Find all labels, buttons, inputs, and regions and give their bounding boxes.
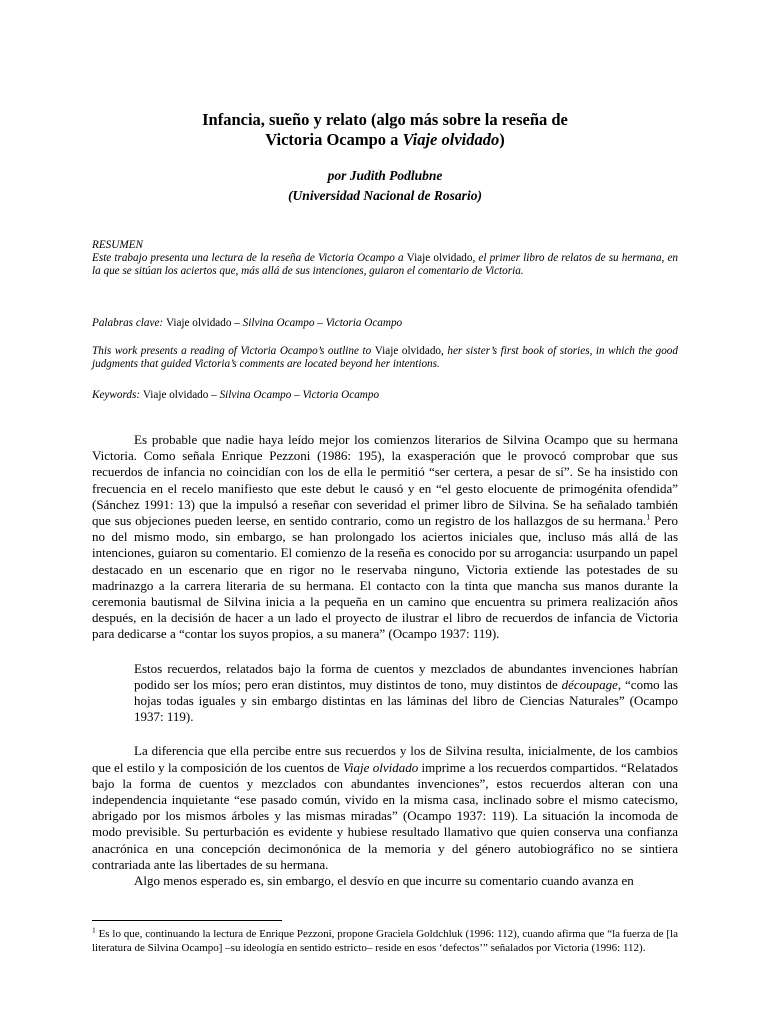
article-body bbox=[92, 432, 678, 889]
author-affiliation: (Universidad Nacional de Rosario) bbox=[288, 188, 482, 203]
paragraph-2-book: Viaje olvidado bbox=[342, 759, 419, 775]
byline bbox=[92, 166, 678, 206]
title-line-1: Infancia, sueño y relato (algo más sobre la reseña de bbox=[202, 110, 568, 129]
paragraph-3: Algo menos esperado es, sin embargo, el desvío en que incurre su comentario cuando avanza en bbox=[134, 873, 634, 889]
title-line-2-text: Victoria Ocampo a bbox=[265, 130, 403, 149]
footnote-marker: 1 bbox=[92, 925, 96, 935]
keywords-en-label: Keywords: bbox=[92, 389, 143, 401]
footnote-1 bbox=[92, 925, 678, 955]
title-book-name: Viaje olvidado bbox=[402, 130, 500, 149]
abstract-es-text-2: , el primer libro de relatos de su hermana, en la que se sitúan los aciertos que, más allá de sus intenciones, guiaron el comentario de Victoria. bbox=[92, 252, 679, 278]
abstract-text-es bbox=[92, 252, 678, 278]
abstract-heading: RESUMEN bbox=[92, 239, 143, 251]
abstract-spanish bbox=[92, 239, 678, 279]
paragraph-2-text-b: imprime a los recuerdos compartidos. “Relatados bajo la forma de cuentos y mezclados con abundantes invenciones”, estos recuerdos alteran con una independencia inquietante “ese pasado común, vivido en la misma casa, inclinado sobre el mismo catecismo, abrigado por los mismos árboles y las mismas miradas” (Ocampo 1937: 119). La situación la incomoda de modo previsible. Su perturbación es evidente y hubiese resultado llamativo que quien conserva una confianza anacrónica en una concepción decimonónica de la memoria y del género autobiográfico no se sintiera contrariada ante las libertades de su hermana. bbox=[92, 759, 679, 872]
footnote-ref-1[interactable]: 1 bbox=[646, 512, 651, 522]
keywords-spanish bbox=[92, 317, 678, 330]
paragraph-2 bbox=[92, 743, 678, 873]
paragraph-1-text-a: Es probable que nadie haya leído mejor los comienzos literarios de Silvina Ocampo que su hermana Victoria. Como señala Enrique Pezzoni (1986: 195), la exasperación que le provocó comprobar que sus recuerdos de infancia no coincidían con los de ella le permitió “ser certera, a pesar de sí”. Se ha insistido con frecuencia en el recelo manifiesto que este debut le causó y en “el gesto elocuente de primogénita ofendida” (Sánchez 1991: 13) que la impulsó a reseñar con severidad el primer libro de Silvina. Se ha señalado también que sus objeciones pueden leerse, en sentido contrario, como un registro de los hallazgos de su hermana. bbox=[92, 432, 678, 529]
footnote-text: Es lo que, continuando la lectura de Enrique Pezzoni, propone Graciela Goldchluk (1996: 112), cuando afirma que “la fuerza de [la literatura de Silvina Ocampo] –su ideología en sentido estricto– reside en esos ‘defectos’” señalados por Victoria (1996: 112). bbox=[92, 928, 678, 954]
title-line-2 bbox=[92, 130, 678, 150]
paragraph-1 bbox=[92, 432, 678, 643]
title-line-2-end: ) bbox=[499, 130, 505, 149]
abstract-es-text-1: Este trabajo presenta una lectura de la reseña de Victoria Ocampo a bbox=[92, 252, 407, 265]
paragraph-2-text-a: La diferencia que ella percibe entre sus recuerdos y los de Silvina resulta, inicialmente, de los cambios que el estilo y la composición de los cuentos de bbox=[92, 743, 678, 775]
block-quote bbox=[134, 661, 678, 726]
paragraph-1-text-b: Pero no del mismo modo, sin embargo, se han prolongado los aciertos iniciales que, incluso más allá de las intenciones, guiaron su comentario. El comienzo de la reseña es conocido por su arrogancia: usurpando un papel destacado en un escenario que en rigor no le reservaba ninguno, Victoria extiende las potestades de su madrinazgo a la carrera literaria de su hermana. El contacto con la tinta que mancha sus manos durante la ceremonia bautismal de Silvina inicia a la pequeña en un camino que encuentra su primera realización años después, en la decisión de hacer a un lado el proyecto de ilustrar el libro de recuerdos de infancia de Victoria para dedicarse a “contar los suyos propios, a su manera” (Ocampo 1937: 119). bbox=[92, 513, 678, 642]
abstract-en-text-2: , her sister’s first book of stories, in which the good judgments that guided Victoria’s comments are located beyond her intentions. bbox=[92, 345, 678, 371]
keywords-en-book: Viaje olvidado bbox=[142, 389, 209, 401]
author-name: por Judith Podlubne bbox=[327, 168, 443, 183]
abstract-en-text-1: This work presents a reading of Victoria Ocampo’s outline to bbox=[92, 345, 375, 357]
abstract-es-book: Viaje olvidado bbox=[406, 252, 473, 265]
quote-text-b: , “como las hojas todas iguales y sin embargo distintas en las láminas del libro de Ciencias Naturales” (Ocampo 1937: 119). bbox=[134, 676, 678, 725]
abstract-en-book: Viaje olvidado bbox=[374, 345, 442, 357]
quote-italic-term: découpage bbox=[561, 676, 618, 692]
quote-text-a: Estos recuerdos, relatados bajo la forma de cuentos y mezclados de abundantes invenciones habrían podido ser los míos; pero eran distintos, muy distintos de tono, muy distintos de bbox=[134, 660, 678, 692]
footnote-divider bbox=[92, 920, 282, 921]
keywords-es-book: Viaje olvidado bbox=[165, 317, 232, 329]
keywords-en-rest: – Silvina Ocampo – Victoria Ocampo bbox=[208, 389, 380, 401]
keywords-es-rest: – Silvina Ocampo – Victoria Ocampo bbox=[231, 317, 403, 329]
article-title bbox=[92, 110, 678, 150]
keywords-es-label: Palabras clave: bbox=[92, 317, 166, 329]
abstract-english bbox=[92, 345, 678, 371]
keywords-english bbox=[92, 389, 678, 402]
